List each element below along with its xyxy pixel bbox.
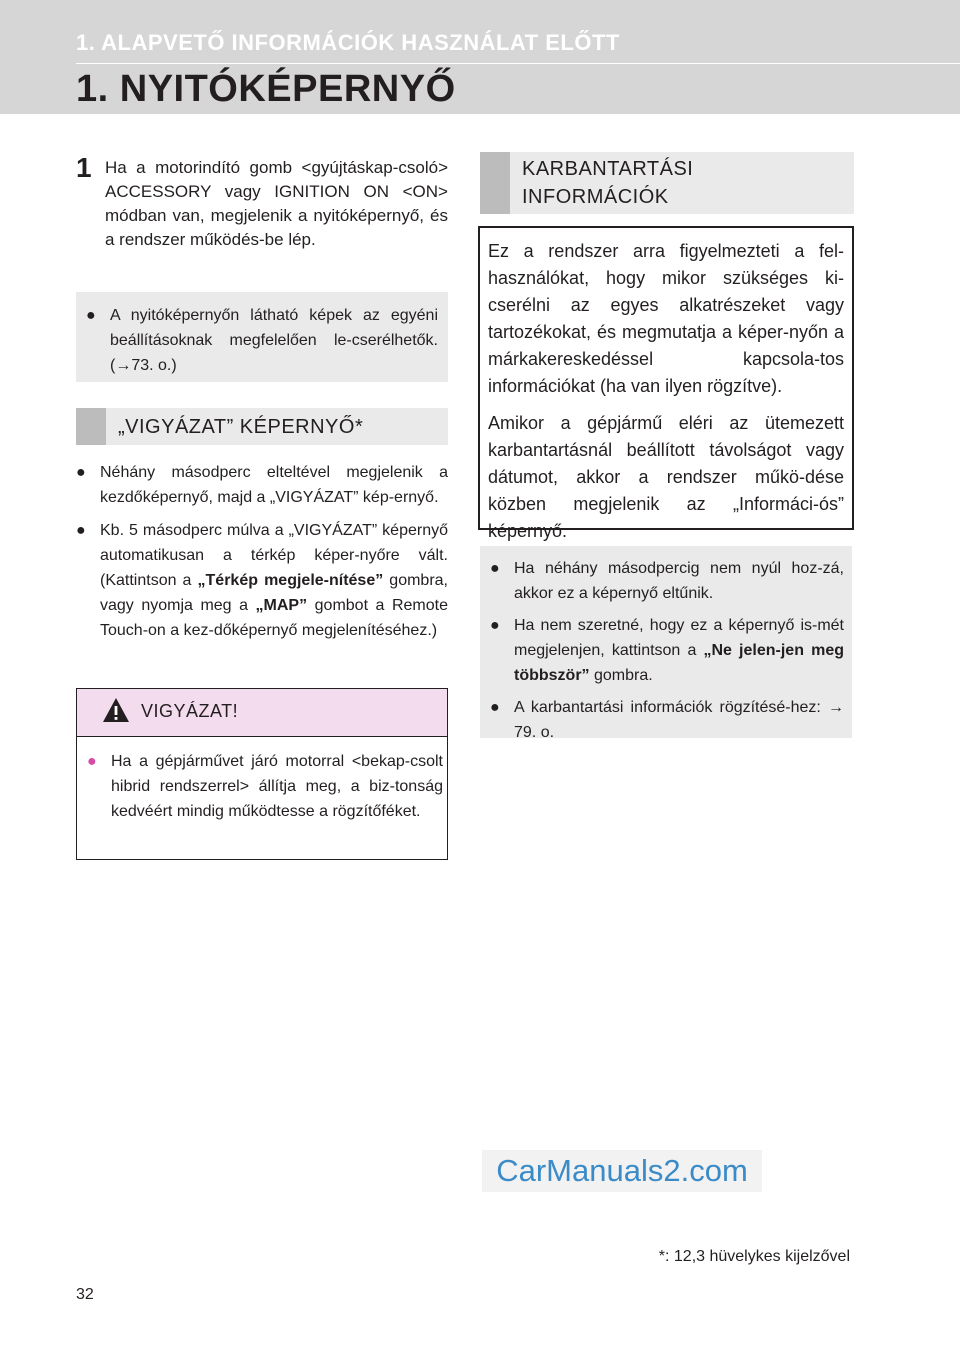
step-text: Ha a motorindító gomb <gyújtáskap-csoló> ACCESSORY vagy IGNITION ON <ON> módban van, megjelenik a nyitóképernyő, és a rendszer működés-be lép. — [105, 158, 448, 249]
bullet-icon: ● — [76, 522, 86, 539]
map-display-button-label: „Térkép megjele-nítése” — [197, 572, 384, 589]
watermark: CarManuals2.com — [482, 1150, 762, 1192]
bullet-icon: ● — [86, 307, 96, 324]
chapter-title: 1. NYITÓKÉPERNYŐ — [76, 68, 456, 110]
section-heading-maintenance — [480, 152, 854, 214]
caution-header — [77, 689, 447, 737]
caution-title: VIGYÁZAT! — [141, 701, 239, 721]
caution-text: Ha a gépjárművet járó motorral <bekap-csolt hibrid rendszerrel> állítja meg, a biz-tonság kedvéért mindig működtesse a rögzítőféket. — [111, 753, 443, 820]
note-item — [490, 556, 844, 606]
note-text: A karbantartási információk rögzítésé-hez: → 79. o. — [514, 699, 844, 741]
list-item-text: Néhány másodperc elteltével megjelenik a kezdőképernyő, majd a „VIGYÁZAT” kép-ernyő. — [100, 464, 448, 506]
note-item — [490, 613, 844, 688]
section-heading-label: „VIGYÁZAT” KÉPERNYŐ* — [118, 415, 364, 438]
note-item — [490, 695, 844, 745]
note-text: gombra. — [589, 667, 653, 684]
info-paragraph: Ez a rendszer arra figyelmezteti a fel-használókat, hogy mikor szükséges ki-cserélni az egyes alkatrészeket vagy tartozékokat, és megmutatja a képer-nyőn a márkakereskedéssel kapcsola-tos információkat (ha van ilyen rögzítve). — [488, 241, 844, 396]
section-title: 1. ALAPVETŐ INFORMÁCIÓK HASZNÁLAT ELŐTT — [76, 30, 620, 55]
bullet-icon: ● — [76, 464, 86, 481]
bullet-icon: ● — [87, 753, 97, 770]
list-item-text: Kb. 5 másodperc múlva a „VIGYÁZAT” képernyő automatikusan a térkép képer-nyőre vált. (Kattintson a — [100, 522, 448, 589]
do-not-show-again-button-label: „Ne jelen-jen meg többször” — [514, 642, 844, 684]
heading-tab — [480, 152, 510, 214]
list-item-text: gombot a Remote Touch-on a kez-dőképernyő megjelenítéséhez.) — [100, 597, 449, 639]
note-text: A nyitóképernyőn látható képek az egyéni beállításoknak megfelelően le-cserélhetők. (→73. o.) — [110, 307, 438, 374]
maintenance-info-box — [478, 226, 854, 541]
info-paragraph: Amikor a gépjármű eléri az ütemezett karbantartásnál beállított távolságot vagy dátumot, akkor a rendszer műkö-dése közben megjelenik az „Informáci-ós” képernyő. — [488, 413, 844, 541]
bullet-icon: ● — [490, 699, 500, 716]
footnote: *: 12,3 hüvelykes kijelzővel — [658, 1248, 850, 1265]
list-item — [76, 518, 448, 643]
section-heading-caution-screen — [76, 408, 448, 445]
bullet-icon: ● — [490, 617, 500, 634]
note-item — [86, 303, 438, 378]
list-item-text: gombra, vagy nyomja meg a — [100, 572, 448, 614]
map-button-label: „MAP” — [255, 597, 308, 614]
header-top-strip — [0, 0, 960, 34]
header-divider — [76, 63, 960, 64]
note-text: Ha nem szeretné, hogy ez a képernyő is-mét megjelenjen, kattintson a — [514, 617, 844, 659]
step-number: 1 — [76, 152, 92, 183]
caution-item — [87, 749, 443, 824]
heading-tab — [76, 408, 106, 445]
note-box-maintenance — [480, 546, 852, 741]
caution-box — [76, 688, 448, 860]
list-item — [76, 460, 448, 510]
bullet-icon: ● — [490, 560, 500, 577]
page-number: 32 — [76, 1286, 94, 1303]
note-text: Ha néhány másodpercig nem nyúl hoz-zá, akkor ez a képernyő eltűnik. — [514, 560, 844, 602]
caution-screen-list — [76, 460, 448, 643]
caution-body — [87, 749, 443, 824]
note-box-home-images — [76, 292, 448, 382]
warning-triangle-icon — [101, 695, 131, 725]
section-heading-label: KARBANTARTÁSI INFORMÁCIÓK — [522, 158, 694, 208]
